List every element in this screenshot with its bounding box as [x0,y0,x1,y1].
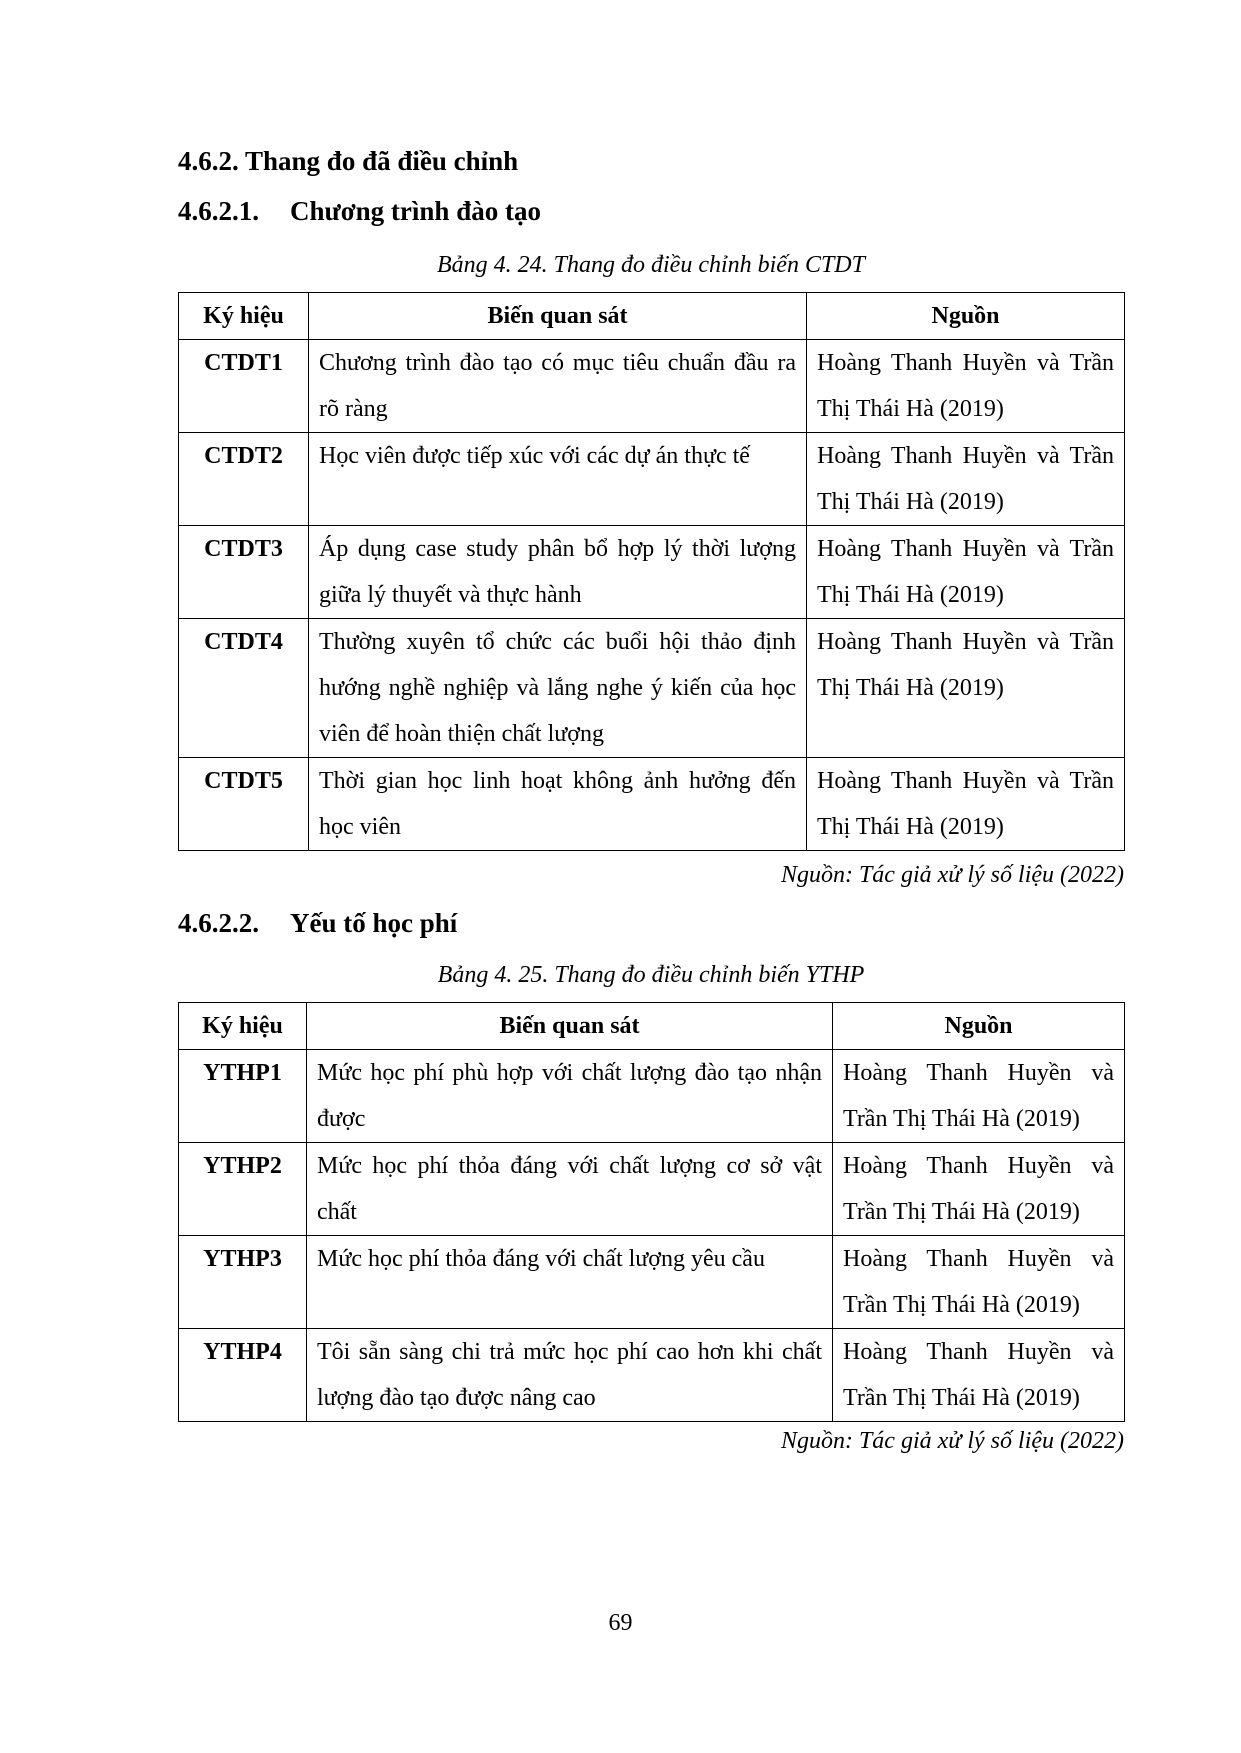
cell-source: Hoàng Thanh Huyền và Trần Thị Thái Hà (2019) [807,619,1125,758]
table-row [179,526,1125,619]
cell-observed-variable: Chương trình đào tạo có mục tiêu chuẩn đầu ra rõ ràng [309,340,807,433]
cell-code: CTDT2 [179,433,309,526]
header-source: Nguồn [807,293,1125,340]
cell-code: CTDT4 [179,619,309,758]
cell-observed-variable: Áp dụng case study phân bổ hợp lý thời lượng giữa lý thuyết và thực hành [309,526,807,619]
table-row [179,1329,1125,1422]
page-number: 69 [608,1610,633,1636]
cell-source: Hoàng Thanh Huyền và Trần Thị Thái Hà (2019) [807,526,1125,619]
header-code: Ký hiệu [179,1003,307,1050]
cell-code: YTHP2 [179,1143,307,1236]
subsection-title: Chương trình đào tạo [290,196,541,226]
section-heading: 4.6.2. Thang đo đã điều chỉnh [178,146,519,176]
cell-observed-variable: Mức học phí thỏa đáng với chất lượng cơ sở vật chất [307,1143,833,1236]
table-ctdt [178,292,1125,851]
table-row [179,619,1125,758]
subsection-number: 4.6.2.1. [178,196,259,226]
cell-source: Hoàng Thanh Huyền và Trần Thị Thái Hà (2019) [833,1143,1125,1236]
header-source: Nguồn [833,1003,1125,1050]
cell-observed-variable: Tôi sẵn sàng chi trả mức học phí cao hơn khi chất lượng đào tạo được nâng cao [307,1329,833,1422]
subsection-title: Yếu tố học phí [290,908,458,938]
header-observed-variable: Biến quan sát [307,1003,833,1050]
table-row [179,1143,1125,1236]
table-ythp [178,1002,1125,1422]
table-caption-ythp: Bảng 4. 25. Thang đo điều chỉnh biến YTHP [437,962,865,988]
table-row [179,1050,1125,1143]
subsection-number: 4.6.2.2. [178,908,259,938]
table-source-note-ctdt: Nguồn: Tác giả xử lý số liệu (2022) [780,862,1124,888]
table-caption-ctdt: Bảng 4. 24. Thang đo điều chỉnh biến CTDT [436,252,865,278]
cell-source: Hoàng Thanh Huyền và Trần Thị Thái Hà (2019) [833,1236,1125,1329]
table-source-note-ythp: Nguồn: Tác giả xử lý số liệu (2022) [780,1428,1124,1454]
cell-code: CTDT5 [179,758,309,851]
subsection-heading-ctdt [178,196,541,227]
table-row [179,1236,1125,1329]
cell-source: Hoàng Thanh Huyền và Trần Thị Thái Hà (2019) [807,340,1125,433]
header-code: Ký hiệu [179,293,309,340]
cell-observed-variable: Thời gian học linh hoạt không ảnh hưởng đến học viên [309,758,807,851]
subsection-heading-ythp [178,908,457,939]
cell-source: Hoàng Thanh Huyền và Trần Thị Thái Hà (2019) [807,433,1125,526]
cell-source: Hoàng Thanh Huyền và Trần Thị Thái Hà (2019) [833,1050,1125,1143]
table-header-row [179,293,1125,340]
cell-observed-variable: Thường xuyên tổ chức các buổi hội thảo định hướng nghề nghiệp và lắng nghe ý kiến của học viên để hoàn thiện chất lượng [309,619,807,758]
cell-observed-variable: Mức học phí thỏa đáng với chất lượng yêu cầu [307,1236,833,1329]
table-row [179,433,1125,526]
header-observed-variable: Biến quan sát [309,293,807,340]
cell-code: CTDT1 [179,340,309,433]
cell-source: Hoàng Thanh Huyền và Trần Thị Thái Hà (2019) [833,1329,1125,1422]
table-header-row [179,1003,1125,1050]
table-row [179,758,1125,851]
cell-code: CTDT3 [179,526,309,619]
cell-code: YTHP3 [179,1236,307,1329]
cell-observed-variable: Học viên được tiếp xúc với các dự án thực tế [309,433,807,526]
cell-source: Hoàng Thanh Huyền và Trần Thị Thái Hà (2019) [807,758,1125,851]
cell-observed-variable: Mức học phí phù hợp với chất lượng đào tạo nhận được [307,1050,833,1143]
cell-code: YTHP4 [179,1329,307,1422]
table-row [179,340,1125,433]
cell-code: YTHP1 [179,1050,307,1143]
